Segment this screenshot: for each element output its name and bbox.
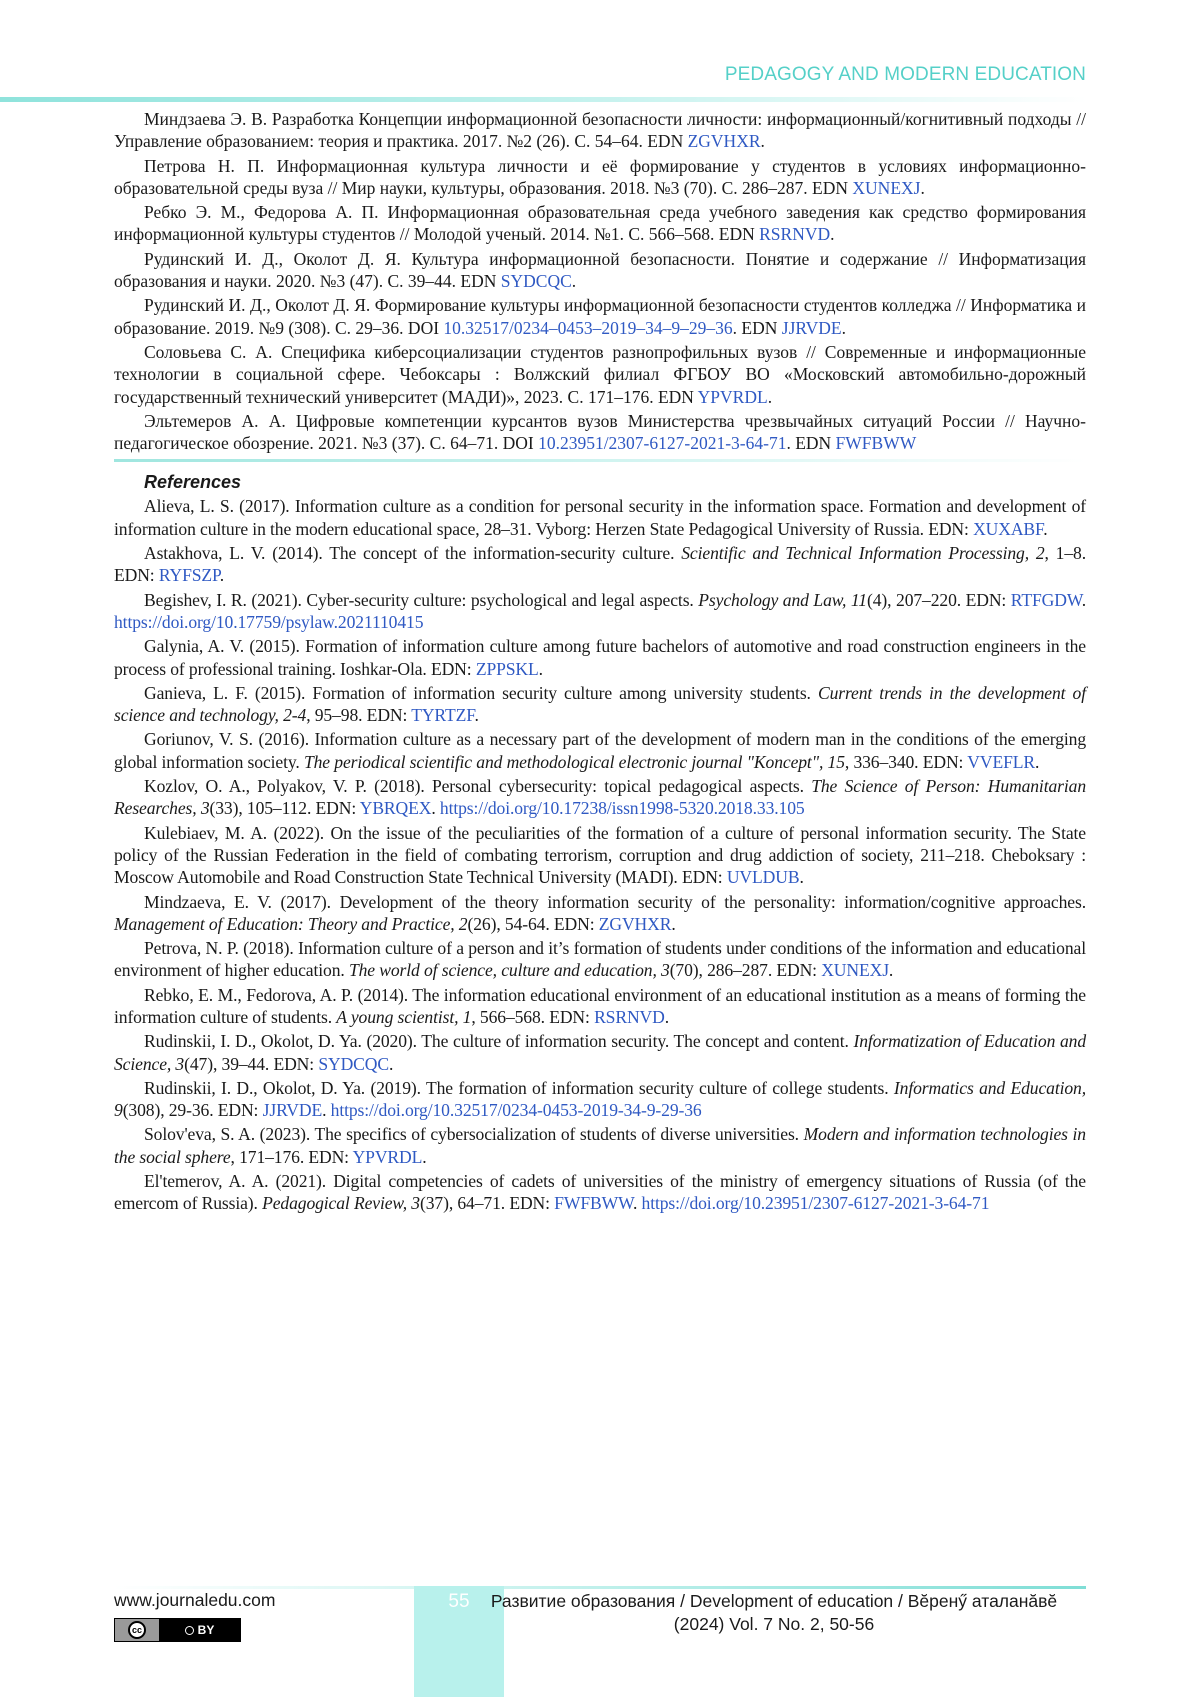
reference-text: , 1–8. EDN: <box>114 543 1086 586</box>
reference-link[interactable]: https://doi.org/10.17759/psylaw.2021110415 <box>114 611 424 632</box>
footer-rule <box>114 1586 1086 1589</box>
reference-source-title: The world of science, culture and education, 3 <box>348 960 670 981</box>
reference-link[interactable]: https://doi.org/10.23951/2307-6127-2021-3-64-71 <box>641 1193 990 1214</box>
attribution-person-icon <box>185 1626 194 1635</box>
reference-text: . <box>571 271 577 292</box>
reference-text: Kozlov, O. A., Polyakov, V. P. (2018). Personal cybersecurity: topical pedagogical aspects. <box>144 776 812 797</box>
reference-text: (26), 54-64. EDN: <box>467 913 599 934</box>
reference-entry <box>114 155 1086 200</box>
reference-link[interactable]: TYRTZF <box>411 705 475 726</box>
reference-text: Kulebiaev, M. A. (2022). On the issue of the peculiarities of the formation of a culture of personal information security. The State policy of the Russian Federation in the field of combating terrorism, corruption and drug addiction of society, 211–218. Cheboksary : Moscow Automobile and Road Construction State Technical University (MADI). EDN: <box>114 822 1086 888</box>
reference-text: Ребко Э. М., Федорова А. П. Информационная образовательная среда учебного заведения как средство формирования информационной культуры студентов // Молодой ученый. 2014. №1. С. 566–568. EDN <box>114 202 1086 245</box>
reference-text: Alieva, L. S. (2017). Information culture as a condition for personal security in the information space. Formation and development of information culture in the modern educational space, 28–31. Vyborg: Herzen State Pedagogical University of Russia. EDN: <box>114 496 1086 539</box>
reference-content <box>114 108 1086 1217</box>
reference-text: (70), 286–287. EDN: <box>669 960 822 981</box>
reference-link[interactable]: SYDCQC <box>500 271 572 292</box>
reference-text: Astakhova, L. V. (2014). The concept of the information-security culture. <box>144 543 682 564</box>
reference-link[interactable]: JJRVDE <box>781 317 842 338</box>
reference-text: (33), 105–112. EDN: <box>209 798 360 819</box>
reference-text: . <box>671 913 676 934</box>
cc-by-icon[interactable] <box>114 1618 241 1642</box>
reference-entry <box>114 410 1086 455</box>
reference-text: . <box>322 1100 331 1121</box>
reference-entry <box>114 201 1086 246</box>
reference-link[interactable]: 10.32517/0234–0453–2019–34–9–29–36 <box>443 317 733 338</box>
reference-text: Рудинский И. Д., Околот Д. Я. Формирование культуры информационной безопасности студентов колледжа // Информатика и образование. 2019. №9 (308). С. 29–36. DOI <box>114 295 1086 338</box>
reference-text: Ganieva, L. F. (2015). Formation of information security culture among university students. <box>144 682 818 703</box>
reference-entry <box>114 589 1086 634</box>
reference-entry <box>114 728 1086 773</box>
reference-link[interactable]: SYDCQC <box>318 1053 389 1074</box>
reference-entry <box>114 108 1086 153</box>
page-number: 55 <box>448 1591 470 1612</box>
reference-entry <box>114 775 1086 820</box>
reference-text: Begishev, I. R. (2021). Cyber-security culture: psychological and legal aspects. <box>144 589 699 610</box>
reference-entry <box>114 542 1086 587</box>
english-reference-list <box>114 495 1086 1214</box>
reference-entry <box>114 682 1086 727</box>
reference-text: . <box>841 317 846 338</box>
reference-link[interactable]: XUXABF <box>973 518 1044 539</box>
reference-text: . <box>538 658 543 679</box>
by-label: BY <box>197 1623 215 1637</box>
reference-source-title: The periodical scientific and methodological electronic journal "Koncept", 15 <box>303 751 845 772</box>
reference-entry <box>114 1077 1086 1122</box>
journal-citation-line2: (2024) Vol. 7 No. 2, 50-56 <box>673 1614 875 1634</box>
reference-source-title: Current trends in the development of science and technology, 2-4 <box>114 682 1086 726</box>
reference-text: (37), 64–71. EDN: <box>419 1193 555 1214</box>
reference-text: . <box>474 705 479 726</box>
journal-website-link[interactable]: www.journaledu.com <box>114 1590 276 1610</box>
reference-text: . <box>1043 518 1048 539</box>
header-rule <box>0 97 1087 102</box>
reference-link[interactable]: VVEFLR <box>967 751 1035 772</box>
journal-title: PEDAGOGY AND MODERN EDUCATION <box>724 64 1086 85</box>
reference-source-title: Informatization of Education and Science, 3 <box>114 1031 1086 1074</box>
reference-link[interactable]: RSRNVD <box>759 224 831 245</box>
reference-text: . <box>632 1193 642 1214</box>
reference-text: , 566–568. EDN: <box>471 1006 595 1027</box>
reference-text: . <box>767 386 773 407</box>
reference-link[interactable]: RTFGDW <box>1010 589 1082 610</box>
reference-entry <box>114 891 1086 936</box>
reference-text: Рудинский И. Д., Околот Д. Я. Культура информационной безопасности. Понятие и содержание // Информатизация образования и науки. 2020. №3 (47). С. 39–44. EDN <box>114 248 1086 292</box>
reference-link[interactable]: ZGVHXR <box>598 913 672 934</box>
reference-text: . EDN <box>732 317 782 338</box>
reference-text: (308), 29-36. EDN: <box>122 1100 263 1121</box>
reference-entry <box>114 294 1086 339</box>
reference-link[interactable]: 10.23951/2307-6127-2021-3-64-71 <box>538 433 787 454</box>
reference-text: Petrova, N. P. (2018). Information culture of a person and it’s formation of students under conditions of the information and educational environment of higher education. <box>114 938 1086 981</box>
reference-link[interactable]: UVLDUB <box>726 867 800 888</box>
reference-source-title: Pedagogical Review, 3 <box>262 1193 420 1214</box>
reference-link[interactable]: FWFBWW <box>835 433 917 454</box>
reference-text: (47), 39–44. EDN: <box>184 1053 319 1074</box>
reference-source-title: Scientific and Technical Information Processing, 2 <box>681 543 1045 564</box>
references-heading: References <box>144 472 242 493</box>
reference-text: Solov'eva, S. A. (2023). The specifics of cybersocialization of students of diverse universities. <box>144 1124 804 1145</box>
reference-text: . <box>888 960 894 981</box>
reference-entry <box>114 984 1086 1029</box>
reference-text: Соловьева С. А. Специфика киберсоциализации студентов разнопрофильных вузов // Современные и информационные технологии в социальной сфере. Чебоксары : Волжский филиал ФГБОУ ВО «Московский автомобильно-дорожный государственный технический университет (МАДИ)», 2023. С. 171–176. EDN <box>114 341 1086 407</box>
reference-text: , 95–98. EDN: <box>306 705 412 726</box>
reference-entry <box>114 635 1086 680</box>
reference-text: Rudinskii, I. D., Okolot, D. Ya. (2019). The formation of information security culture of college students. <box>144 1077 894 1098</box>
reference-text: . <box>422 1146 427 1167</box>
section-divider <box>114 459 1086 462</box>
reference-text: . <box>388 1053 394 1074</box>
reference-link[interactable]: XUNEXJ <box>821 960 889 981</box>
reference-link[interactable]: JJRVDE <box>262 1100 323 1121</box>
reference-entry <box>114 341 1086 408</box>
reference-link[interactable]: ZGVHXR <box>687 131 761 152</box>
reference-entry <box>114 822 1086 889</box>
reference-link[interactable]: YPVRDL <box>697 386 768 407</box>
reference-entry <box>114 1170 1086 1215</box>
reference-text: Эльтемеров А. А. Цифровые компетенции курсантов вузов Министерства чрезвычайных ситуаций России // Научно-педагогическое обозрение. 2021. №3 (37). С. 64–71. DOI <box>114 410 1086 454</box>
cc-logo <box>115 1619 159 1641</box>
reference-entry <box>114 248 1086 293</box>
reference-link[interactable]: https://doi.org/10.17238/issn1998-5320.2018.33.105 <box>439 798 805 819</box>
reference-text: . <box>760 131 765 152</box>
reference-text: . EDN <box>786 433 836 454</box>
reference-entry <box>114 1123 1086 1168</box>
reference-text: Rudinskii, I. D., Okolot, D. Ya. (2020). The culture of information security. The concept and content. <box>144 1031 854 1052</box>
journal-citation-line1: Развитие образования / Development of education / Вĕренӳ аталанăвĕ <box>490 1591 1058 1611</box>
journal-citation <box>462 1590 1086 1636</box>
reference-text: . <box>219 565 225 586</box>
reference-text: , 336–340. EDN: <box>844 751 968 772</box>
reference-text: . <box>799 867 804 888</box>
reference-text: Galynia, A. V. (2015). Formation of information culture among future bachelors of automotive and road construction engineers in the process of professional training. Ioshkar-Ola. EDN: <box>114 636 1086 679</box>
reference-source-title: Informatics and Education, 9 <box>114 1077 1087 1121</box>
reference-link[interactable]: XUNEXJ <box>852 177 921 198</box>
reference-text: El'temerov, A. A. (2021). Digital competencies of cadets of universities of the ministry of emergency situations of Russia (of the emercom of Russia). <box>114 1171 1086 1214</box>
reference-text: Goriunov, V. S. (2016). Information culture as a necessary part of the development of modern man in the conditions of the emerging global information society. <box>114 729 1086 772</box>
russian-reference-list <box>114 108 1086 454</box>
cc-symbol: cc <box>128 1621 146 1639</box>
reference-text: . <box>431 798 440 819</box>
reference-text: . <box>664 1006 669 1027</box>
reference-link[interactable]: https://doi.org/10.32517/0234-0453-2019-34-9-29-36 <box>330 1100 702 1121</box>
reference-text: , 171–176. EDN: <box>230 1146 353 1167</box>
reference-source-title: Modern and information technologies in the social sphere <box>114 1124 1086 1167</box>
reference-text: . <box>1035 751 1040 772</box>
reference-text: . <box>830 224 835 245</box>
reference-link[interactable]: YPVRDL <box>352 1146 423 1167</box>
reference-link[interactable]: RYFSZP <box>158 565 220 586</box>
by-attribution <box>159 1619 240 1641</box>
reference-text: . <box>1081 589 1086 610</box>
reference-link[interactable]: YBRQEX <box>359 798 432 819</box>
reference-text: Петрова Н. П. Информационная культура личности и её формирование у студентов в условиях информационно-образовательной среды вуза // Мир науки, культуры, образования. 2018. №3 (70). С. 286–287. EDN <box>114 155 1086 198</box>
reference-link[interactable]: ZPPSKL <box>475 658 539 679</box>
reference-entry <box>114 495 1086 540</box>
reference-link[interactable]: FWFBWW <box>554 1193 633 1214</box>
reference-entry <box>114 937 1086 982</box>
reference-text: . <box>920 177 925 198</box>
reference-source-title: Management of Education: Theory and Practice, 2 <box>114 913 468 934</box>
reference-source-title: Psychology and Law, 11 <box>698 589 867 610</box>
reference-text: Rebko, E. M., Fedorova, A. P. (2014). The information educational environment of an educational institution as a means of forming the information culture of students. <box>114 984 1086 1027</box>
reference-text: Mindzaeva, E. V. (2017). Development of the theory information security of the personality: information/cognitive approaches. <box>144 891 1086 912</box>
reference-text: (4), 207–220. EDN: <box>866 589 1011 610</box>
reference-entry <box>114 1030 1086 1075</box>
reference-text: Миндзаева Э. В. Разработка Концепции информационной безопасности личности: информационный/когнитивный подходы // Управление образованием: теория и практика. 2017. №2 (26). С. 54–64. EDN <box>114 109 1086 152</box>
reference-link[interactable]: RSRNVD <box>594 1006 665 1027</box>
reference-source-title: The Science of Person: Humanitarian Researches, 3 <box>114 776 1086 819</box>
reference-source-title: A young scientist, 1 <box>336 1006 472 1027</box>
